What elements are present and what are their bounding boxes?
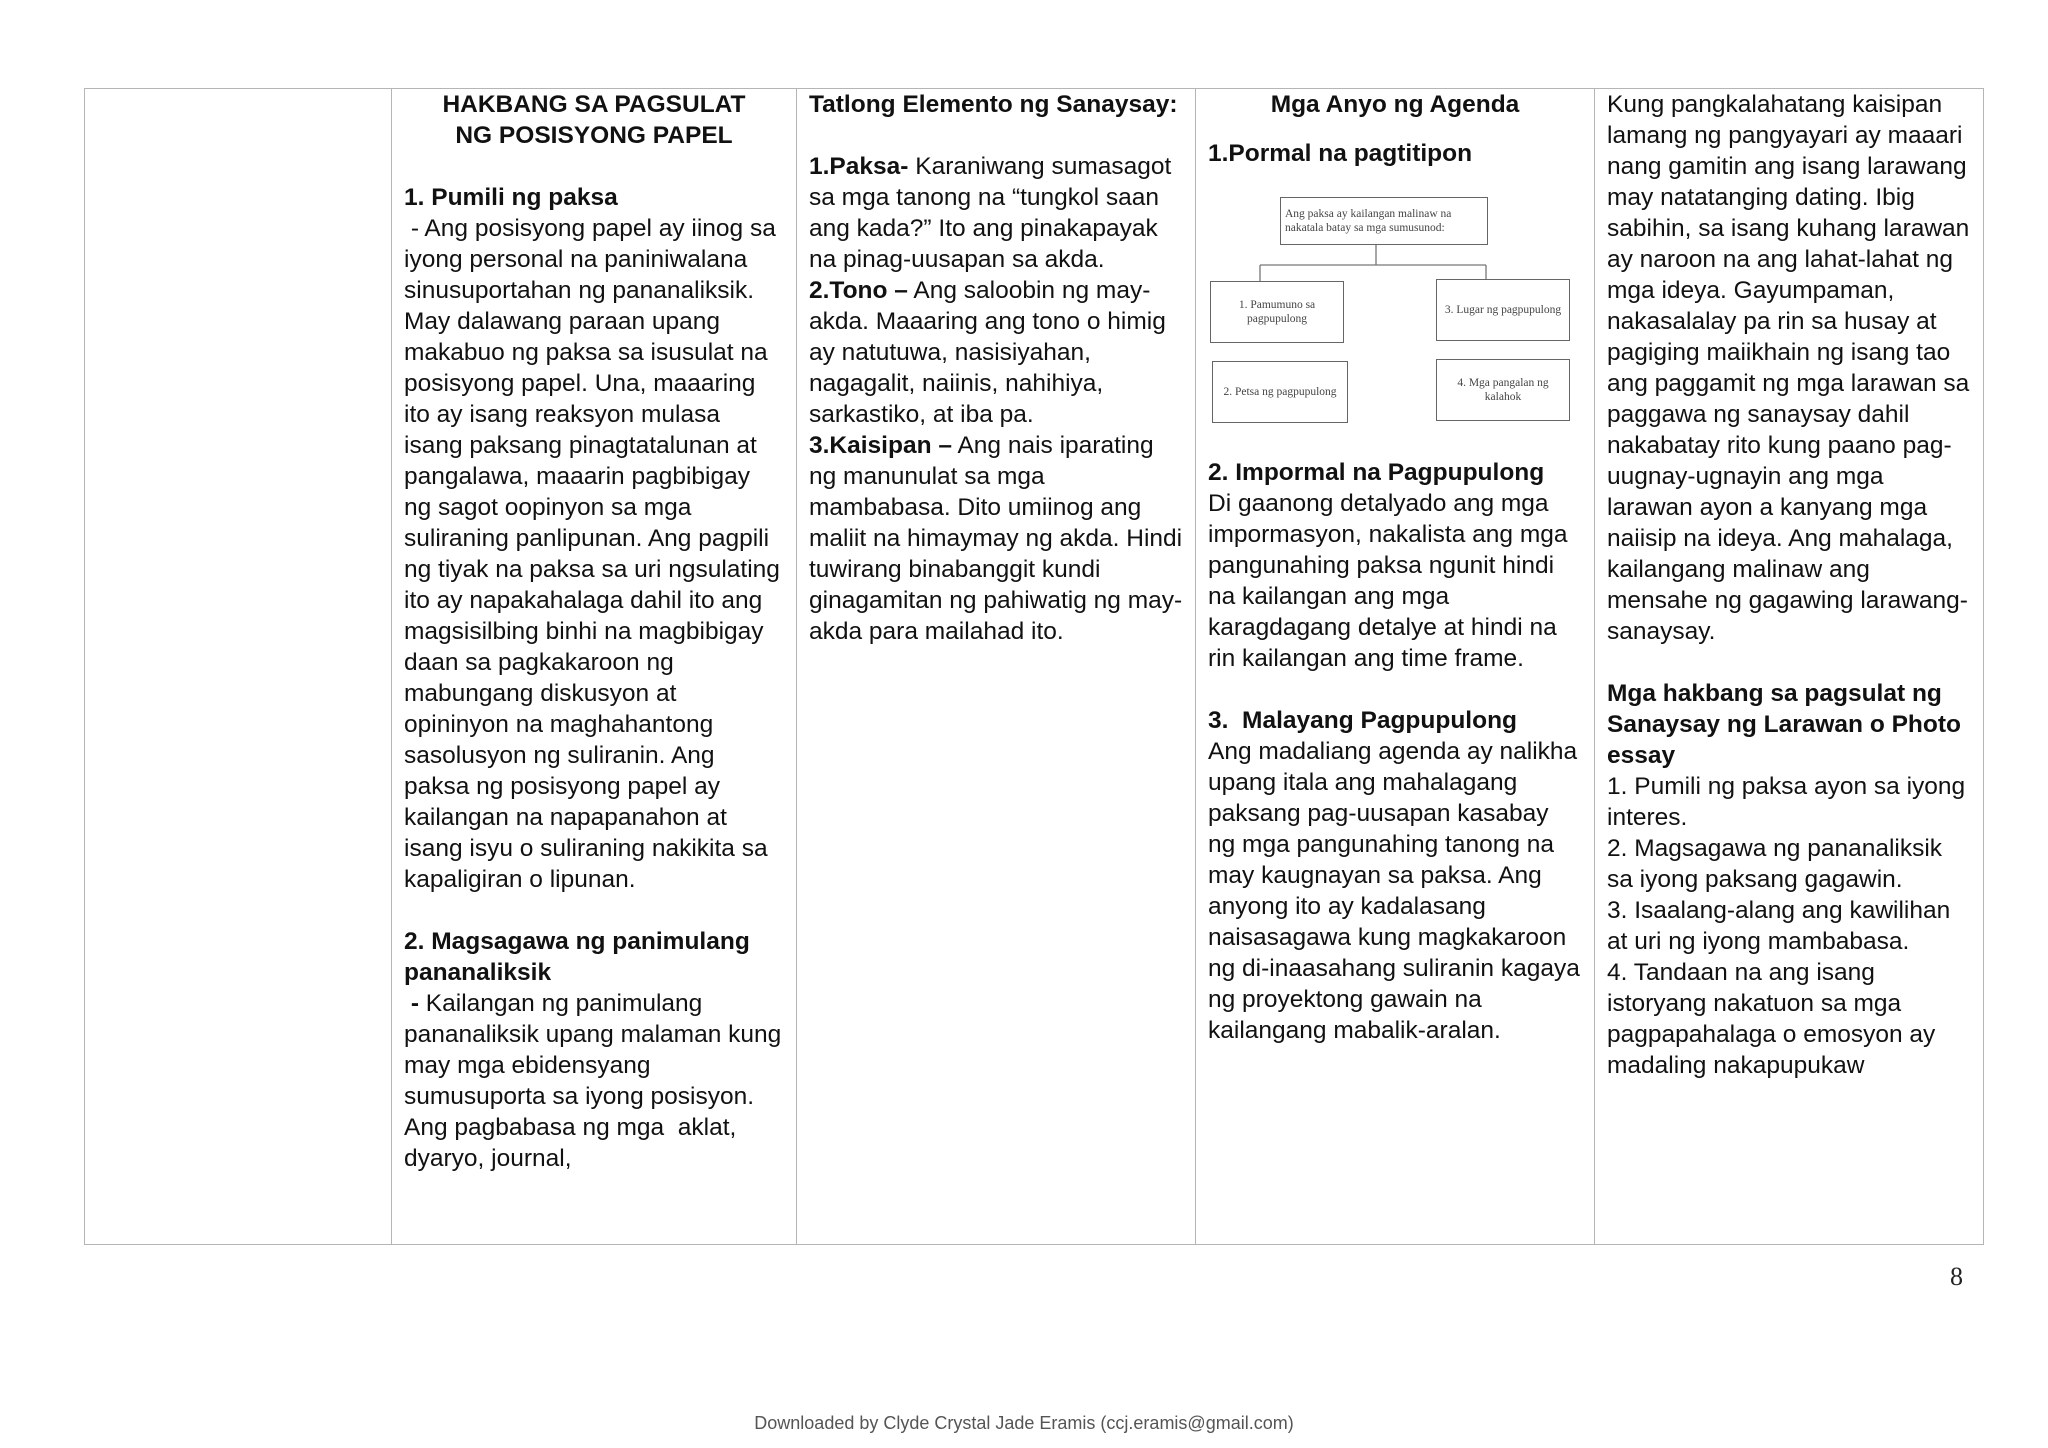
download-footer: Downloaded by Clyde Crystal Jade Eramis (ccj.eramis@gmail.com) [754, 1413, 1294, 1433]
col1-title-line2: NG POSISYONG PAPEL [455, 122, 733, 149]
col3-a2-body: Di gaanong detalyado ang mga impormasyon, nakalista ang mga pangunahing paksa ngunit hindi na kailangan ang mga karagdagang detalye at hindi na rin kailangan ang time frame. [1208, 490, 1568, 672]
agenda-diagram [1208, 183, 1564, 445]
col4-step-4: 4. Tandaan na ang isang istoryang nakatuon sa mga pagpapahalaga o emosyon ay madaling nakapupukaw [1607, 959, 1936, 1079]
diagram-top-box: Ang paksa ay kailangan malinaw na nakatala batay sa mga sumusunod: [1280, 197, 1488, 245]
col4-step-2: 2. Magsagawa ng pananaliksik sa iyong paksang gagawin. [1607, 835, 1943, 893]
diagram-box-2: 2. Petsa ng pagpupulong [1212, 361, 1348, 423]
col4-steps-heading: Mga hakbang sa pagsulat ng Sanaysay ng Larawan o Photo essay [1607, 680, 1961, 769]
col2-e2-body: Ang saloobin ng may-akda. Maaaring ang tono o himig ay natutuwa, nasisiyahan, nagagalit, naiinis, nahihiya, sarkastiko, at iba pa. [809, 277, 1173, 428]
anyo-agenda-cell [1196, 89, 1595, 1245]
content-table [84, 88, 1984, 1245]
col3-a3-body: Ang madaliang agenda ay nalikha upang itala ang mahalagang paksang pag-uusapan kasabay ng mga pangunahing tanong na may kaugnayan sa paksa. Ang anyong ito ay kadalasang naisasagawa kung magkakaroon ng di-inaasahang suliranin kagaya ng proyektong gawain na kailangang mabalik-aralan. [1208, 738, 1580, 1044]
col1-step1-body: - Ang posisyong papel ay iinog sa iyong personal na paniniwalana sinusuportahan ng pananaliksik. May dalawang paraan upang makabuo ng paksa sa isusulat na posisyong papel. Una, maaaring ito ay isang reaksyon mulasa isang paksang pinagtatalunan at pangalawa, maaarin pagbibigay ng sagot oopinyon sa mga suliraning panlipunan. Ang pagpili ng tiyak na paksa sa uri ngsulating ito ay napakahalaga dahil ito ang magsisilbing binhi na magbibigay daan sa pagkakaroon ng mabungang diskusyon at opininyon na maghahantong sasolusyon ng suliranin. Ang paksa ng posisyong papel ay kailangan na napapanahon at isang isyu o suliraning nakikita sa kapaligiran o lipunan. [404, 215, 787, 893]
diagram-box-1: 1. Pamumuno sa pagpupulong [1210, 281, 1344, 343]
col3-title: Mga Anyo ng Agenda [1270, 91, 1520, 118]
col2-e2-label: 2.Tono – [809, 277, 908, 304]
page-number: 8 [1950, 1262, 1963, 1291]
col1-title-line1: HAKBANG SA PAGSULAT [442, 91, 746, 118]
col1-step1-heading: 1. Pumili ng paksa [404, 184, 618, 211]
col2-e1-label: 1.Paksa- [809, 153, 909, 180]
diagram-box-4: 4. Mga pangalan ng kalahok [1436, 359, 1570, 421]
posisyong-papel-cell [392, 89, 797, 1245]
col4-intro: Kung pangkalahatang kaisipan lamang ng pangyayari ay maaari nang gamitin ang isang larawang may natatanging dating. Ibig sabihin, sa isang kuhang larawan ay naroon na ang lahat-lahat ng mga ideya. Gayumpaman, nakasalalay pa rin sa husay at pagiging maiikhain ng isang tao ang paggamit ng mga larawan sa paggawa ng sanaysay dahil nakabatay rito kung paano pag-uugnay-ugnayin ang mga larawan ayon a kanyang mga naiisip na ideya. Ang mahalaga, kailangang malinaw ang mensahe ng gagawing larawang-sanaysay. [1607, 91, 1970, 645]
col4-step-3: 3. Isaalang-alang ang kawilihan at uri ng iyong mambabasa. [1607, 897, 1951, 955]
col2-title: Tatlong Elemento ng Sanaysay: [809, 91, 1178, 118]
col1-step2-body: Kailangan ng panimulang pananaliksik upang malaman kung may mga ebidensyang sumusuporta sa iyong posisyon. Ang pagbabasa ng mga aklat, dyaryo, journal, [404, 990, 789, 1172]
col3-a3-heading: 3. Malayang Pagpupulong [1208, 707, 1518, 734]
photo-essay-cell [1595, 89, 1984, 1245]
diagram-box-3: 3. Lugar ng pagpupulong [1436, 279, 1570, 341]
col3-a2-heading: 2. Impormal na Pagpupulong [1208, 459, 1545, 486]
col2-e1-body: Karaniwang sumasagot sa mga tanong na “tungkol saan ang kada?” Ito ang pinakapayak na pinag-uusapan sa akda. [809, 153, 1179, 273]
col3-a1-heading: 1.Pormal na pagtitipon [1208, 140, 1473, 167]
empty-column-cell [85, 89, 392, 1245]
col2-e3-body: Ang nais iparating ng manunulat sa mga mambabasa. Dito umiinog ang maliit na himaymay ng akda. Hindi tuwirang binabanggit kundi ginagamitan ng pahiwatig ng may-akda para mailahad ito. [809, 432, 1189, 645]
col1-step2-heading: 2. Magsagawa ng panimulang pananaliksik [404, 928, 750, 986]
col1-step2-dash: - [404, 990, 426, 1017]
col4-step-1: 1. Pumili ng paksa ayon sa iyong interes. [1607, 773, 1966, 831]
elemento-sanaysay-cell [797, 89, 1196, 1245]
col2-e3-label: 3.Kaisipan – [809, 432, 952, 459]
